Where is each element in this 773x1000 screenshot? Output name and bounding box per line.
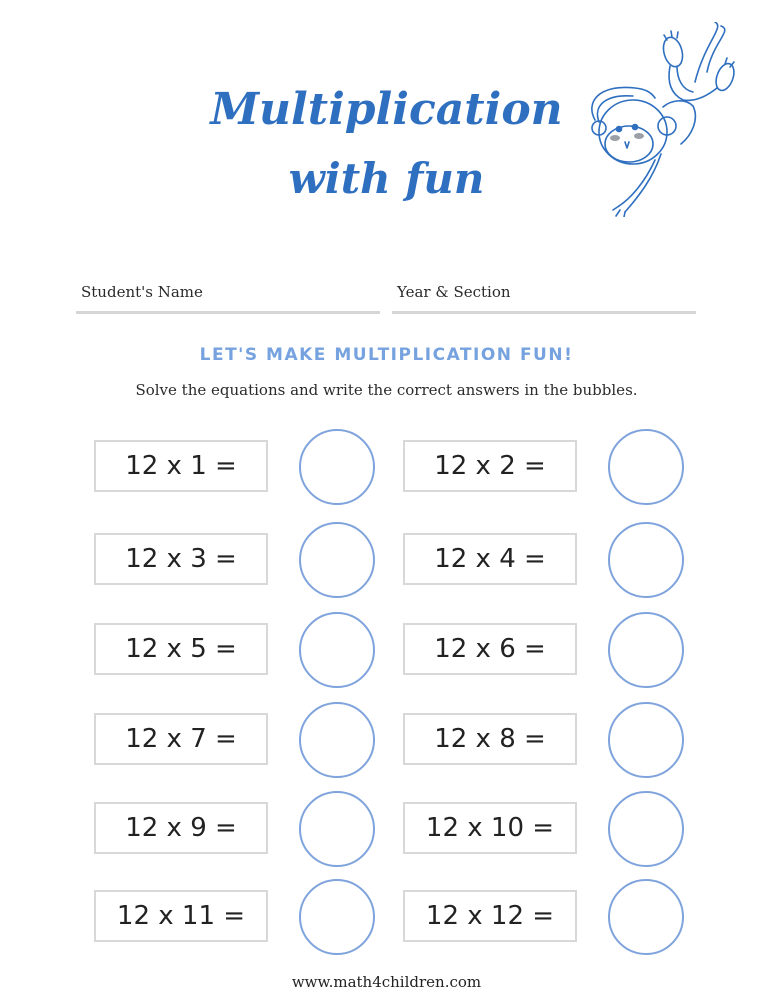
equation-box: 12 x 2 = (403, 440, 577, 492)
instructions: Solve the equations and write the correct answers in the bubbles. (135, 381, 638, 399)
answer-bubble[interactable] (299, 612, 375, 688)
student-name-field[interactable] (76, 283, 380, 314)
equation-box: 12 x 11 = (94, 890, 268, 942)
student-name-label: Student's Name (81, 283, 203, 301)
section-heading: LET'S MAKE MULTIPLICATION FUN! (199, 345, 574, 365)
equation-box: 12 x 10 = (403, 802, 577, 854)
equation-box: 12 x 7 = (94, 713, 268, 765)
answer-bubble[interactable] (299, 702, 375, 778)
answer-bubble[interactable] (608, 879, 684, 955)
equation-box: 12 x 12 = (403, 890, 577, 942)
equation-box: 12 x 6 = (403, 623, 577, 675)
equation-box: 12 x 5 = (94, 623, 268, 675)
equation-box: 12 x 4 = (403, 533, 577, 585)
equation-box: 12 x 3 = (94, 533, 268, 585)
answer-bubble[interactable] (299, 429, 375, 505)
answer-bubble[interactable] (608, 429, 684, 505)
answer-bubble[interactable] (299, 791, 375, 867)
answer-bubble[interactable] (608, 612, 684, 688)
answer-bubble[interactable] (299, 879, 375, 955)
year-section-field[interactable] (392, 283, 696, 314)
equation-box: 12 x 9 = (94, 802, 268, 854)
equation-box: 12 x 8 = (403, 713, 577, 765)
answer-bubble[interactable] (299, 522, 375, 598)
title-line-1: Multiplication (210, 84, 563, 135)
equation-box: 12 x 1 = (94, 440, 268, 492)
answer-bubble[interactable] (608, 522, 684, 598)
year-section-label: Year & Section (397, 283, 511, 301)
monkey-illustration (575, 22, 755, 217)
answer-bubble[interactable] (608, 702, 684, 778)
footer-url: www.math4children.com (291, 973, 482, 991)
title-line-2: with fun (288, 154, 485, 203)
answer-bubble[interactable] (608, 791, 684, 867)
